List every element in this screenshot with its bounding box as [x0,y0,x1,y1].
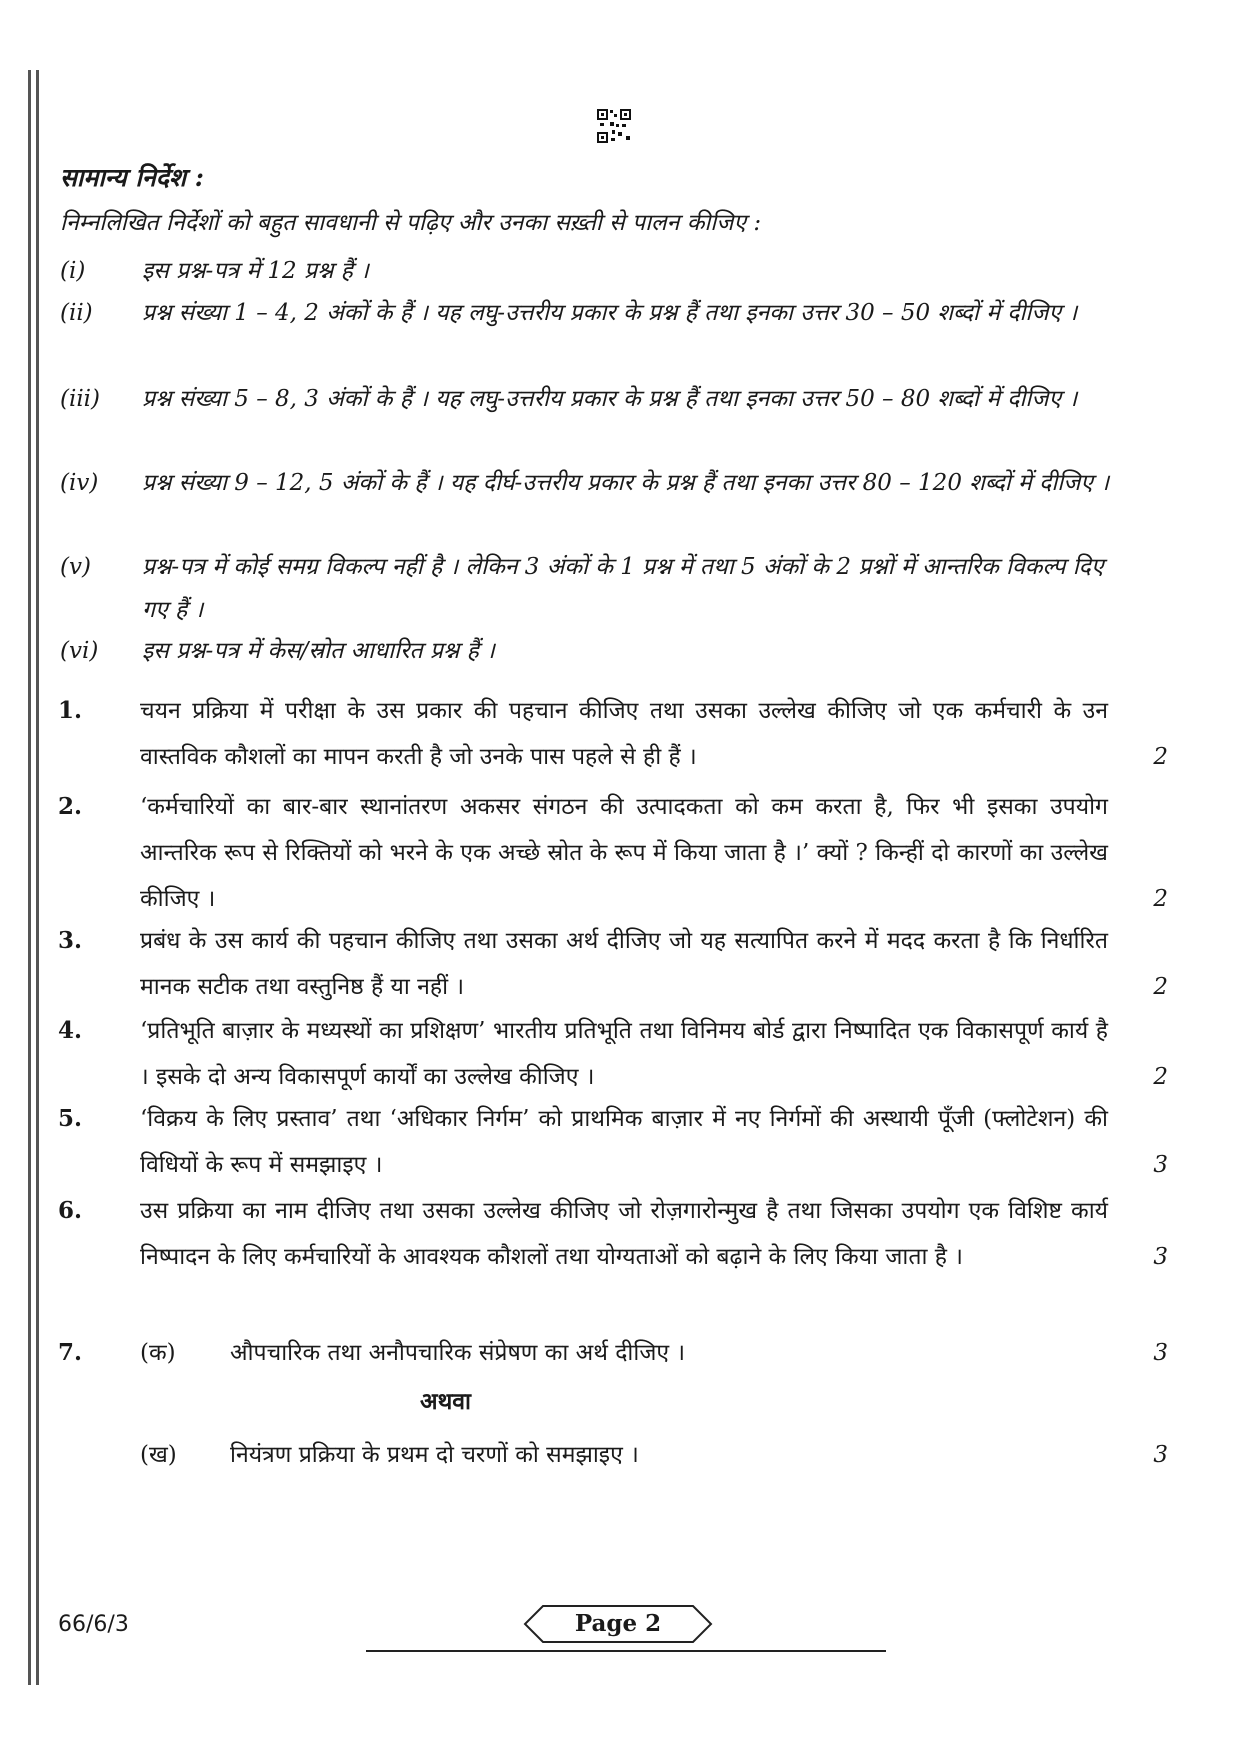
instruction-number: (v) [60,554,91,580]
question-marks: 3 [1153,1152,1168,1178]
question-7a [58,1330,1178,1376]
question-text: ‘कर्मचारियों का बार-बार स्थानांतरण अकसर संगठन की उत्पादकता को कम करता है, फिर भी इसका उपयोग आन्तरिक रूप से रिक्तियों को भरने के एक अच्छे स्रोत के रूप में किया जाता है ।’ क्यों ? किन्हीं दो कारणों का उल्लेख कीजिए । [140,794,1108,912]
paper-code: 66/6/3 [58,1612,129,1637]
question-text: नियंत्रण प्रक्रिया के प्रथम दो चरणों को समझाइए । [230,1442,639,1468]
question-number: 1. [58,697,83,724]
question-marks: 3 [1153,1244,1168,1270]
subquestion-label: (क) [140,1340,176,1366]
instruction-item [60,250,1110,293]
instructions-title: सामान्य निर्देश : [60,163,204,192]
question-text: ‘विक्रय के लिए प्रस्ताव’ तथा ‘अधिकार निर्गम’ को प्राथमिक बाज़ार में नए निर्गमों की अस्थायी पूँजी (फ्लोटेशन) की विधियों के रूप में समझाइए । [140,1106,1108,1178]
question-text: प्रबंध के उस कार्य की पहचान कीजिए तथा उसका अर्थ दीजिए जो यह सत्यापित करने में मदद करता है कि निर्धारित मानक सटीक तथा वस्तुनिष्ठ हैं या नहीं । [140,928,1108,1000]
page-number: Page 2 [574,1610,662,1637]
question-text: औपचारिक तथा अनौपचारिक संप्रेषण का अर्थ दीजिए । [230,1340,686,1366]
instruction-text: इस प्रश्न-पत्र में केस/स्रोत आधारित प्रश्न हैं । [142,638,495,664]
question-6 [58,1188,1178,1280]
question-number: 6. [58,1197,83,1224]
question-3 [58,918,1178,1010]
question-2 [58,784,1178,922]
question-number: 4. [58,1017,83,1044]
instruction-text: प्रश्न संख्या 1 – 4, 2 अंकों के हैं । यह लघु-उत्तरीय प्रकार के प्रश्न हैं तथा इनका उत्तर 30 – 50 शब्दों में दीजिए । [142,300,1078,326]
instruction-item [60,378,1110,421]
question-marks: 2 [1153,1064,1168,1090]
question-4 [58,1008,1178,1100]
question-7b [58,1432,1178,1478]
instructions-intro: निम्नलिखित निर्देशों को बहुत सावधानी से पढ़िए और उनका सख़्ती से पालन कीजिए : [60,210,762,236]
instruction-number: (iv) [60,470,99,496]
instruction-number: (iii) [60,386,101,412]
footer-rule [366,1650,886,1652]
question-5 [58,1096,1178,1188]
instruction-text: प्रश्न संख्या 5 – 8, 3 अंकों के हैं । यह लघु-उत्तरीय प्रकार के प्रश्न हैं तथा इनका उत्तर 50 – 80 शब्दों में दीजिए । [142,386,1078,412]
question-number: 5. [58,1105,83,1132]
instruction-text: इस प्रश्न-पत्र में 12 प्रश्न हैं । [142,258,369,284]
margin-rule-right [36,70,39,1685]
instruction-number: (i) [60,258,86,284]
instruction-item [60,462,1110,505]
question-marks: 2 [1153,886,1168,912]
instruction-item [60,546,1110,632]
instruction-text: प्रश्न संख्या 9 – 12, 5 अंकों के हैं । यह दीर्घ-उत्तरीय प्रकार के प्रश्न हैं तथा इनका उत्तर 80 – 120 शब्दों में दीजिए । [142,470,1110,496]
question-number: 7. [58,1339,83,1366]
question-text: ‘प्रतिभूति बाज़ार के मध्यस्थों का प्रशिक्षण’ भारतीय प्रतिभूति तथा विनिमय बोर्ड द्वारा निष्पादित एक विकासपूर्ण कार्य है । इसके दो अन्य विकासपूर्ण कार्यों का उल्लेख कीजिए । [140,1018,1108,1090]
question-1 [58,688,1178,780]
question-text: चयन प्रक्रिया में परीक्षा के उस प्रकार की पहचान कीजिए तथा उसका उल्लेख कीजिए जो एक कर्मचारी के उन वास्तविक कौशलों का मापन करती है जो उनके पास पहले से ही हैं । [140,698,1108,770]
subquestion-label: (ख) [140,1442,177,1468]
question-number: 3. [58,927,83,954]
instruction-number: (vi) [60,638,99,664]
instruction-item [60,630,1110,673]
question-marks: 2 [1153,974,1168,1000]
question-marks: 3 [1153,1442,1168,1468]
or-separator: अथवा [420,1388,472,1415]
question-number: 2. [58,793,83,820]
question-text: उस प्रक्रिया का नाम दीजिए तथा उसका उल्लेख कीजिए जो रोज़गारोन्मुख है तथा जिसका उपयोग एक विशिष्ट कार्य निष्पादन के लिए कर्मचारियों के आवश्यक कौशलों तथा योग्यताओं को बढ़ाने के लिए किया जाता है । [140,1198,1108,1270]
question-marks: 2 [1153,744,1168,770]
instruction-item [60,292,1110,335]
margin-rule-left [28,70,31,1685]
question-marks: 3 [1153,1340,1168,1366]
qr-code-icon [596,108,632,144]
instruction-number: (ii) [60,300,93,326]
instruction-text: प्रश्न-पत्र में कोई समग्र विकल्प नहीं है । लेकिन 3 अंकों के 1 प्रश्न में तथा 5 अंकों के 2 प्रश्नों में आन्तरिक विकल्प दिए गए हैं । [142,554,1104,623]
